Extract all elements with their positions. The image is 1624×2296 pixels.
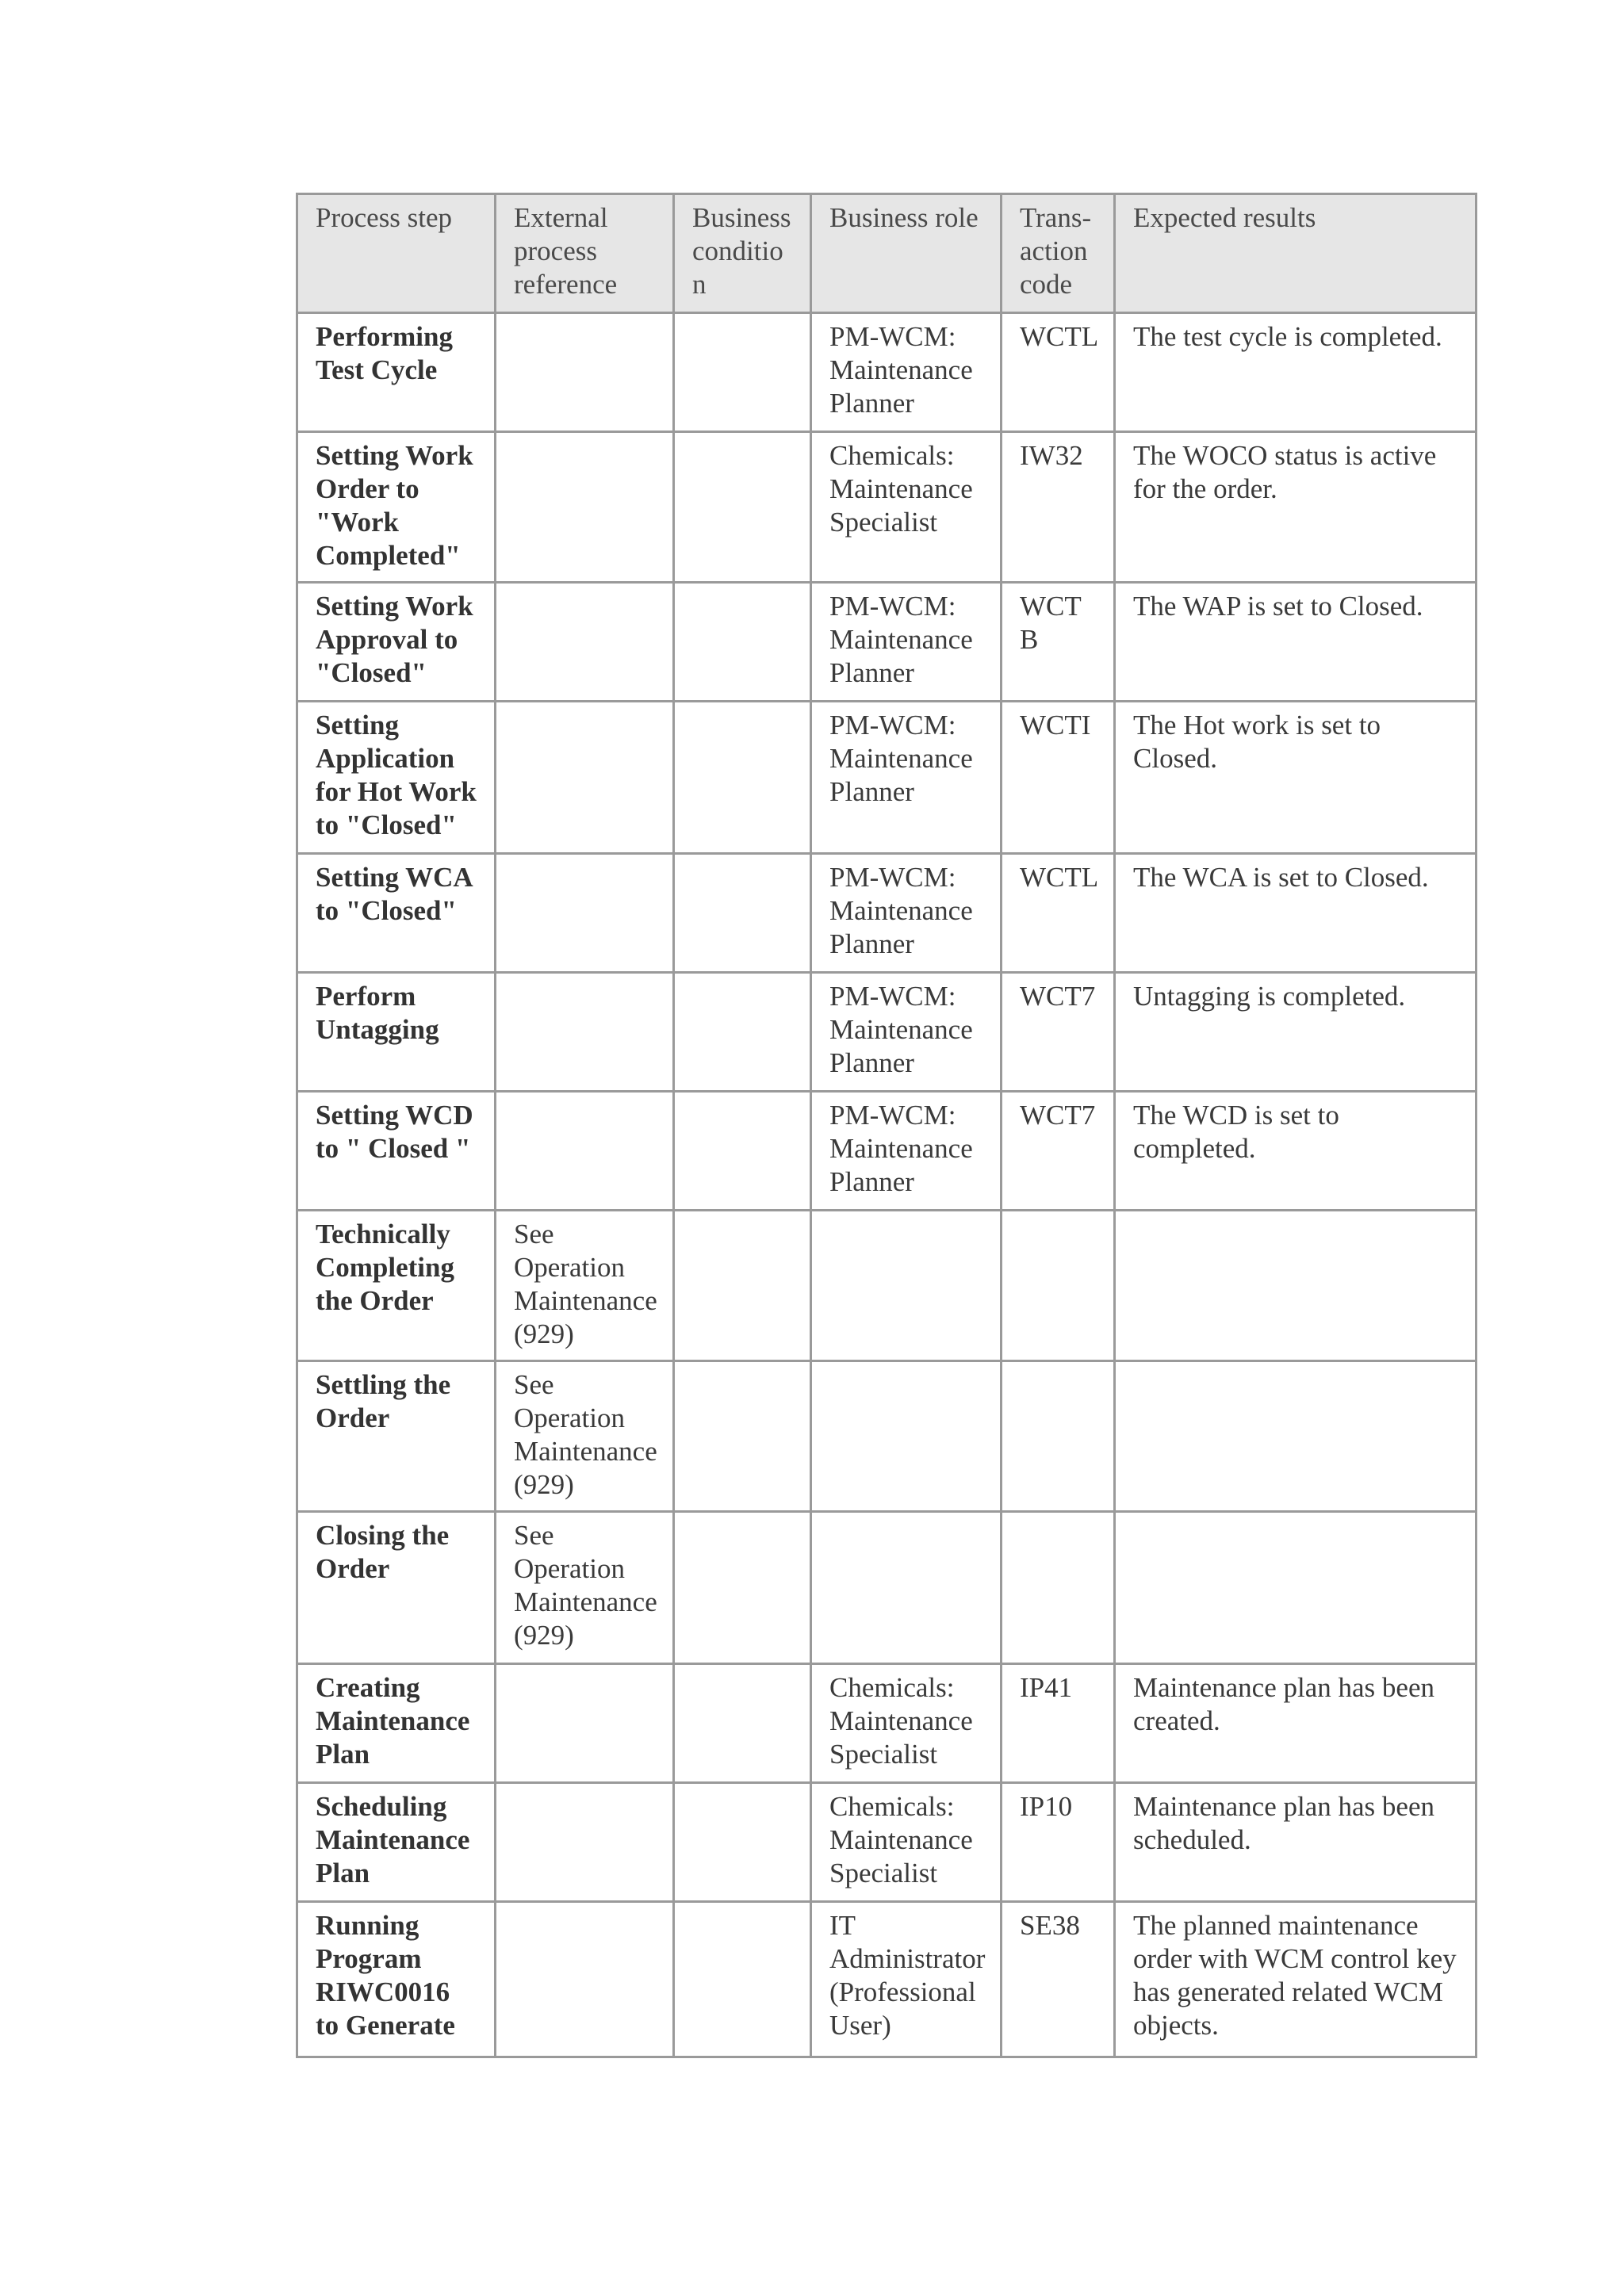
transaction-code-cell bbox=[1002, 1512, 1115, 1664]
header-transaction-code: Trans-action code bbox=[1002, 194, 1115, 313]
business-role-cell: IT Administrator (Professional User) bbox=[811, 1902, 1002, 2057]
table-row bbox=[297, 1361, 1477, 1512]
business-condition-cell bbox=[674, 1783, 811, 1902]
transaction-code-cell: IP10 bbox=[1002, 1783, 1115, 1902]
expected-results-cell bbox=[1115, 1512, 1477, 1664]
business-condition-cell bbox=[674, 973, 811, 1092]
table-row bbox=[297, 583, 1477, 702]
external-reference-cell: See Operation Maintenance (929) bbox=[496, 1512, 674, 1664]
header-business-role: Business role bbox=[811, 194, 1002, 313]
external-reference-cell: See Operation Maintenance (929) bbox=[496, 1361, 674, 1512]
table-row bbox=[297, 1902, 1477, 2057]
process-step-cell: Setting WCA to "Closed" bbox=[297, 854, 496, 973]
external-reference-cell bbox=[496, 583, 674, 702]
transaction-code-cell: IP41 bbox=[1002, 1664, 1115, 1783]
table-row bbox=[297, 1512, 1477, 1664]
header-process-step: Process step bbox=[297, 194, 496, 313]
external-reference-cell bbox=[496, 1902, 674, 2057]
business-role-cell: PM-WCM: Maintenance Planner bbox=[811, 702, 1002, 854]
table-row bbox=[297, 432, 1477, 583]
business-role-cell: Chemicals: Maintenance Specialist bbox=[811, 1783, 1002, 1902]
process-step-cell: Settling the Order bbox=[297, 1361, 496, 1512]
business-condition-cell bbox=[674, 583, 811, 702]
header-external-process-reference: External process reference bbox=[496, 194, 674, 313]
business-condition-cell bbox=[674, 1211, 811, 1361]
external-reference-cell bbox=[496, 1092, 674, 1211]
business-role-cell: PM-WCM: Maintenance Planner bbox=[811, 313, 1002, 432]
expected-results-cell: The Hot work is set to Closed. bbox=[1115, 702, 1477, 854]
expected-results-cell: Maintenance plan has been created. bbox=[1115, 1664, 1477, 1783]
business-condition-cell bbox=[674, 313, 811, 432]
transaction-code-cell bbox=[1002, 1361, 1115, 1512]
process-steps-table bbox=[296, 193, 1477, 2058]
process-step-cell: Performing Test Cycle bbox=[297, 313, 496, 432]
header-business-condition: Business condition bbox=[674, 194, 811, 313]
process-step-cell: Technically Completing the Order bbox=[297, 1211, 496, 1361]
external-reference-cell: See Operation Maintenance (929) bbox=[496, 1211, 674, 1361]
transaction-code-cell: WCT7 bbox=[1002, 1092, 1115, 1211]
table-row bbox=[297, 1783, 1477, 1902]
external-reference-cell bbox=[496, 1664, 674, 1783]
expected-results-cell: The planned maintenance order with WCM control key has generated related WCM objects. bbox=[1115, 1902, 1477, 2057]
transaction-code-cell: WCTB bbox=[1002, 583, 1115, 702]
process-step-cell: Setting Work Approval to "Closed" bbox=[297, 583, 496, 702]
transaction-code-cell: WCTL bbox=[1002, 854, 1115, 973]
expected-results-cell: The WCD is set to completed. bbox=[1115, 1092, 1477, 1211]
transaction-code-cell: IW32 bbox=[1002, 432, 1115, 583]
external-reference-cell bbox=[496, 854, 674, 973]
process-step-cell: Closing the Order bbox=[297, 1512, 496, 1664]
external-reference-cell bbox=[496, 1783, 674, 1902]
expected-results-cell: The WCA is set to Closed. bbox=[1115, 854, 1477, 973]
business-role-cell: PM-WCM: Maintenance Planner bbox=[811, 583, 1002, 702]
table-row bbox=[297, 313, 1477, 432]
process-step-cell: Setting Application for Hot Work to "Closed" bbox=[297, 702, 496, 854]
business-condition-cell bbox=[674, 1512, 811, 1664]
table-row bbox=[297, 973, 1477, 1092]
table-row bbox=[297, 1092, 1477, 1211]
business-condition-cell bbox=[674, 1664, 811, 1783]
header-expected-results: Expected results bbox=[1115, 194, 1477, 313]
external-reference-cell bbox=[496, 432, 674, 583]
expected-results-cell: Untagging is completed. bbox=[1115, 973, 1477, 1092]
transaction-code-cell: WCTL bbox=[1002, 313, 1115, 432]
business-role-cell bbox=[811, 1211, 1002, 1361]
business-condition-cell bbox=[674, 1902, 811, 2057]
process-step-cell: Scheduling Maintenance Plan bbox=[297, 1783, 496, 1902]
process-step-cell: Creating Maintenance Plan bbox=[297, 1664, 496, 1783]
business-role-cell: PM-WCM: Maintenance Planner bbox=[811, 854, 1002, 973]
process-step-cell: Setting WCD to " Closed " bbox=[297, 1092, 496, 1211]
business-role-cell: PM-WCM: Maintenance Planner bbox=[811, 973, 1002, 1092]
transaction-code-cell bbox=[1002, 1211, 1115, 1361]
expected-results-cell: The test cycle is completed. bbox=[1115, 313, 1477, 432]
external-reference-cell bbox=[496, 313, 674, 432]
business-condition-cell bbox=[674, 1361, 811, 1512]
external-reference-cell bbox=[496, 702, 674, 854]
business-role-cell: PM-WCM: Maintenance Planner bbox=[811, 1092, 1002, 1211]
business-role-cell bbox=[811, 1361, 1002, 1512]
expected-results-cell: The WOCO status is active for the order. bbox=[1115, 432, 1477, 583]
external-reference-cell bbox=[496, 973, 674, 1092]
business-condition-cell bbox=[674, 702, 811, 854]
table-row bbox=[297, 702, 1477, 854]
table-row bbox=[297, 854, 1477, 973]
table-row bbox=[297, 1664, 1477, 1783]
expected-results-cell bbox=[1115, 1211, 1477, 1361]
business-condition-cell bbox=[674, 432, 811, 583]
business-role-cell bbox=[811, 1512, 1002, 1664]
process-step-cell: Setting Work Order to "Work Completed" bbox=[297, 432, 496, 583]
business-condition-cell bbox=[674, 1092, 811, 1211]
transaction-code-cell: SE38 bbox=[1002, 1902, 1115, 2057]
transaction-code-cell: WCTI bbox=[1002, 702, 1115, 854]
expected-results-cell bbox=[1115, 1361, 1477, 1512]
expected-results-cell: The WAP is set to Closed. bbox=[1115, 583, 1477, 702]
business-role-cell: Chemicals: Maintenance Specialist bbox=[811, 1664, 1002, 1783]
process-step-cell: Perform Untagging bbox=[297, 973, 496, 1092]
business-condition-cell bbox=[674, 854, 811, 973]
business-role-cell: Chemicals: Maintenance Specialist bbox=[811, 432, 1002, 583]
process-step-cell: Running Program RIWC0016 to Generate bbox=[297, 1902, 496, 2057]
table-row bbox=[297, 1211, 1477, 1361]
table-header-row bbox=[297, 194, 1477, 313]
transaction-code-cell: WCT7 bbox=[1002, 973, 1115, 1092]
expected-results-cell: Maintenance plan has been scheduled. bbox=[1115, 1783, 1477, 1902]
